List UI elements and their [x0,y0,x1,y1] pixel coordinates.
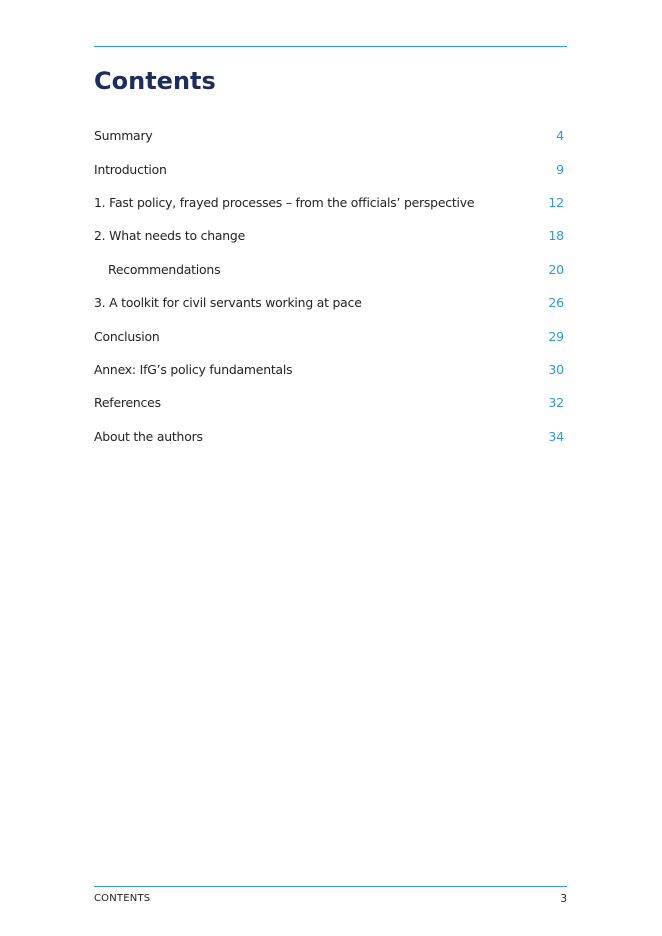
toc-entry[interactable] [94,353,564,386]
bottom-divider [94,886,567,887]
toc-entry[interactable] [94,420,564,453]
toc-entry-label[interactable]: Conclusion [94,328,160,344]
toc-entry-label[interactable]: Annex: IfG’s policy fundamentals [94,361,293,377]
toc-entry-page[interactable]: 9 [556,161,564,177]
toc-entry-page[interactable]: 18 [548,228,564,244]
toc-entry[interactable] [94,186,564,219]
toc-entry-label[interactable]: About the authors [94,428,203,444]
toc-entry-label[interactable]: 2. What needs to change [94,228,245,244]
toc-entry-page[interactable]: 26 [548,295,564,311]
toc-entry-page[interactable]: 30 [548,361,564,377]
toc-entry[interactable] [94,386,564,419]
toc-entry-label[interactable]: 3. A toolkit for civil servants working at pace [94,295,362,311]
page-title: Contents [94,67,216,95]
toc-entry-page[interactable]: 34 [548,428,564,444]
toc-entry[interactable] [94,152,564,185]
toc-entry-page[interactable]: 29 [548,328,564,344]
toc-entry-page[interactable]: 4 [556,128,564,144]
toc-entry[interactable] [94,219,564,252]
footer-page-number: 3 [560,893,567,905]
toc-entry-page[interactable]: 32 [548,395,564,411]
top-divider [94,46,567,47]
toc-entry[interactable] [94,319,564,352]
toc-entry-label[interactable]: 1. Fast policy, frayed processes – from the officials’ perspective [94,194,475,210]
toc-entry-page[interactable]: 12 [548,194,564,210]
toc-entry-label[interactable]: References [94,395,161,411]
toc-entry-label[interactable]: Summary [94,128,153,144]
toc-entry[interactable] [94,286,564,319]
toc-entry-label[interactable]: Recommendations [108,261,221,277]
toc-entry[interactable] [94,119,564,152]
toc-entry-label[interactable]: Introduction [94,161,167,177]
toc-subentry[interactable] [94,253,564,286]
table-of-contents [94,119,564,453]
footer-section-label: CONTENTS [94,893,151,904]
toc-entry-page[interactable]: 20 [548,261,564,277]
